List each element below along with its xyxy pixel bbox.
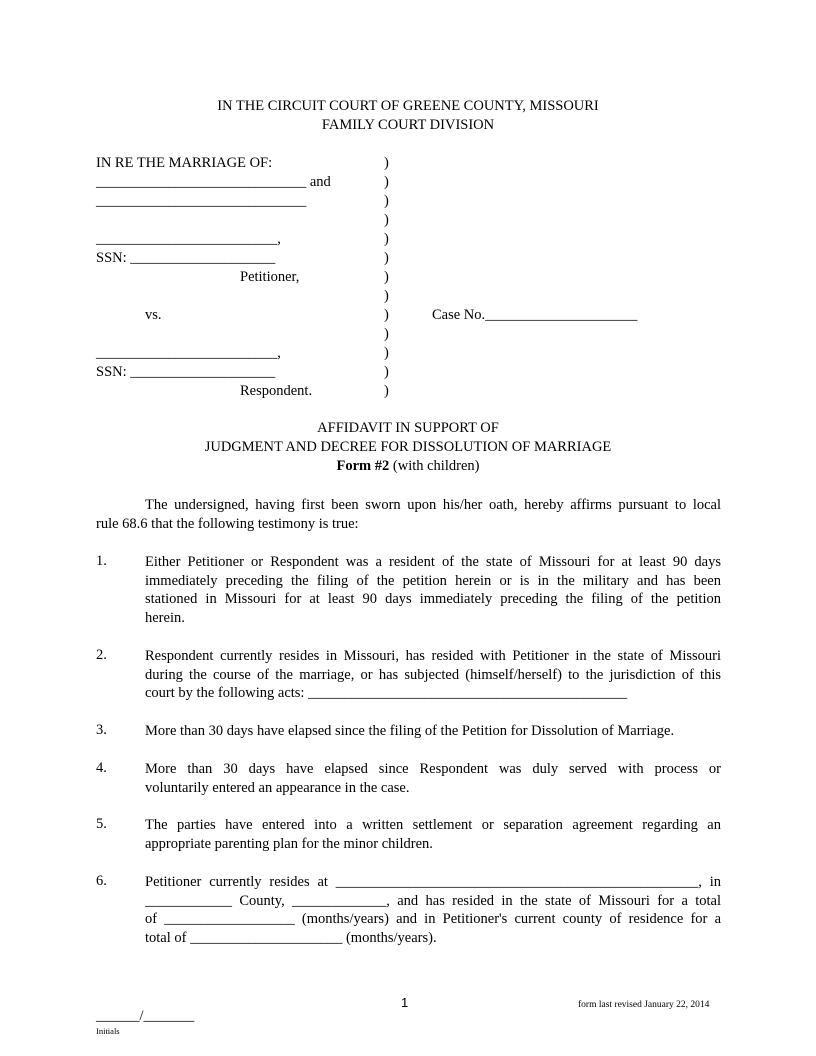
initials-label: Initials [96, 1026, 120, 1036]
caption-paren: ) [384, 345, 389, 361]
caption-paren: ) [384, 231, 389, 247]
item-line: voluntarily entered an appearance in the case. [145, 779, 410, 796]
petitioner-label: Petitioner, [240, 269, 300, 285]
item-text [145, 722, 721, 741]
item-number: 2. [96, 647, 107, 663]
item-line: More than 30 days have elapsed since Respondent was duly served with process or [145, 761, 721, 777]
caption-paren: ) [384, 250, 389, 266]
revision-note: form last revised January 22, 2014 [578, 1000, 710, 1010]
petitioner-name-line: _________________________, [96, 231, 281, 247]
caption-paren: ) [384, 193, 389, 209]
item-text [145, 816, 721, 853]
affidavit-title-1: AFFIDAVIT IN SUPPORT OF [317, 420, 499, 436]
respondent-ssn-line: SSN: ____________________ [96, 364, 276, 380]
form-number [0, 458, 816, 475]
item-line: herein. [145, 609, 185, 626]
court-heading: IN THE CIRCUIT COURT OF GREENE COUNTY, MISSOURI [217, 98, 599, 114]
item-line: appropriate parenting plan for the minor children. [145, 835, 433, 852]
page-number: 1 [401, 995, 409, 1010]
item-number: 3. [96, 722, 107, 738]
item-line: Either Petitioner or Respondent was a resident of the state of Missouri for at least 90 days [145, 554, 721, 570]
item-line: Petitioner currently resides at __________________________________________________, in [145, 874, 721, 890]
party-line-1: _____________________________ and [96, 174, 331, 190]
item-line: ____________ County, _____________, and has resided in the state of Missouri for a total [145, 892, 721, 909]
caption-paren: ) [384, 383, 389, 399]
case-number-field: Case No._____________________ [432, 307, 638, 323]
item-line: total of _____________________ (months/years). [145, 929, 437, 946]
party-line-2: _____________________________ [96, 193, 307, 209]
item-line: stationed in Missouri for at least 90 days immediately preceding the filing of the petition [145, 591, 721, 607]
respondent-name-line: _________________________, [96, 345, 281, 361]
versus-label: vs. [145, 307, 162, 323]
item-line: of __________________ (months/years) and in Petitioner's current county of residence for a [145, 911, 721, 927]
caption-paren: ) [384, 288, 389, 304]
form-number-rest: (with children) [389, 458, 480, 474]
item-number: 1. [96, 553, 107, 569]
item-number: 4. [96, 760, 107, 776]
caption-paren: ) [384, 269, 389, 285]
item-line: court by the following acts: ____________________________________________ [145, 685, 628, 701]
respondent-label: Respondent. [240, 383, 313, 399]
intro-paragraph [96, 496, 721, 533]
item-line: immediately preceding the filing of the petition herein or is in the military and has been [145, 572, 721, 589]
division-heading: FAMILY COURT DIVISION [321, 117, 495, 133]
form-number-bold: Form #2 [336, 458, 390, 474]
initials-line: ______/_______ [96, 1008, 195, 1024]
item-line: The parties have entered into a written settlement or separation agreement regarding an [145, 817, 721, 833]
caption-paren: ) [384, 326, 389, 342]
caption-paren: ) [384, 212, 389, 228]
item-text [145, 553, 721, 627]
item-number: 6. [96, 873, 107, 889]
item-line: during the course of the marriage, or has subjected (himself/herself) to the jurisdiction of this [145, 666, 721, 683]
petitioner-ssn-line: SSN: ____________________ [96, 250, 276, 266]
item-line: Respondent currently resides in Missouri, has resided with Petitioner in the state of Missouri [145, 648, 721, 664]
item-text [145, 760, 721, 797]
in-re-label: IN RE THE MARRIAGE OF: [96, 155, 273, 171]
caption-paren: ) [384, 307, 389, 323]
caption-paren: ) [384, 174, 389, 190]
intro-line: The undersigned, having first been sworn upon his/her oath, hereby affirms pursuant to local [145, 497, 721, 513]
caption-paren: ) [384, 364, 389, 380]
item-number: 5. [96, 816, 107, 832]
affidavit-title-2: JUDGMENT AND DECREE FOR DISSOLUTION OF MARRIAGE [204, 439, 612, 455]
intro-line: rule 68.6 that the following testimony is true: [96, 515, 359, 532]
item-line: More than 30 days have elapsed since the filing of the Petition for Dissolution of Marriage. [145, 723, 675, 739]
item-text [145, 873, 721, 947]
caption-paren: ) [384, 155, 389, 171]
item-text [145, 647, 721, 703]
